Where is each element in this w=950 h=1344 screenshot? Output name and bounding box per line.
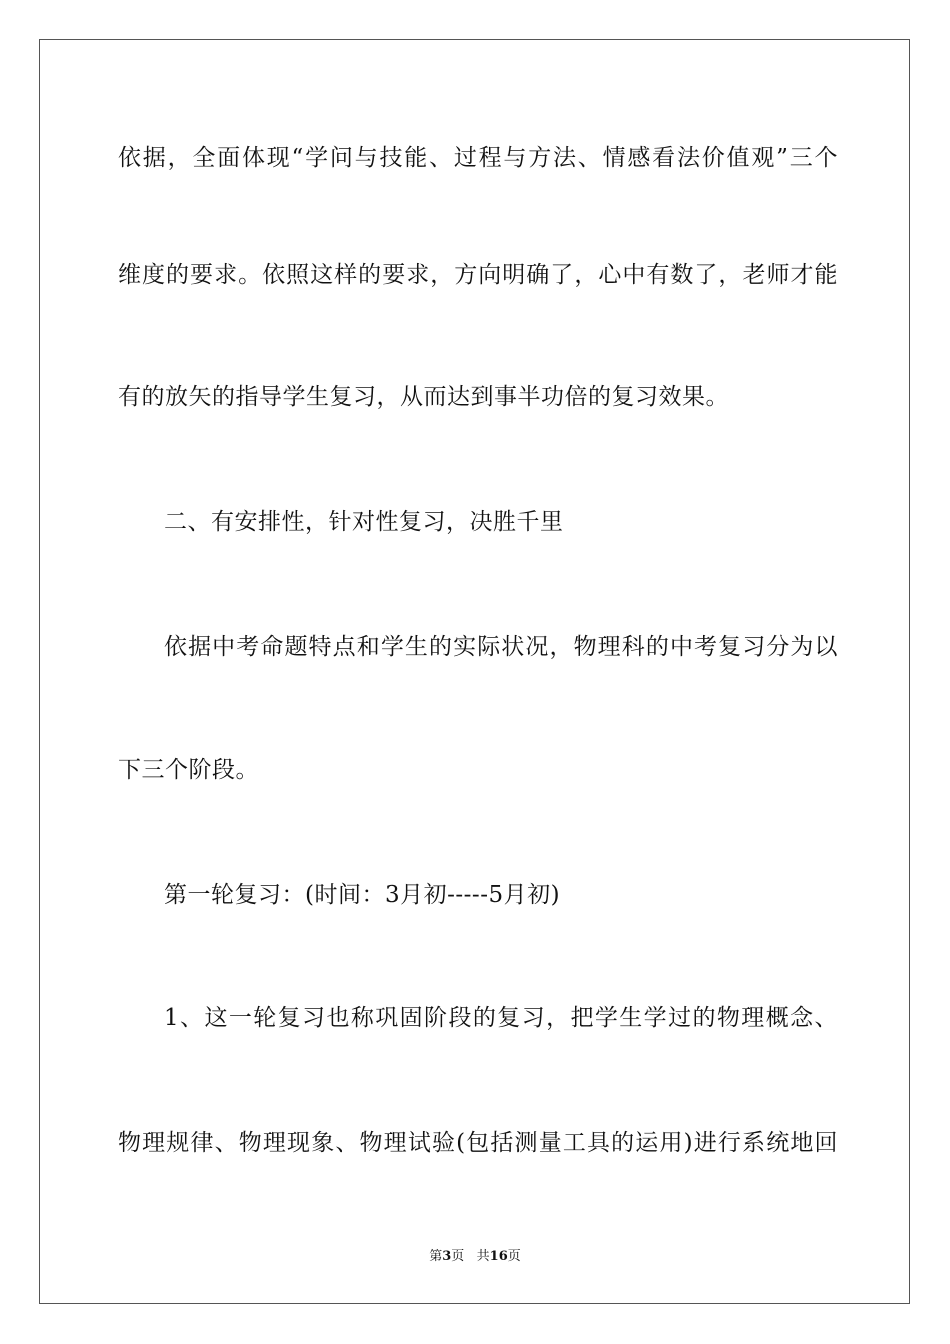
paragraph-line: 下三个阶段。	[118, 757, 259, 783]
page-mid: 页 共	[451, 1249, 490, 1264]
section-heading: 二、有安排性，针对性复习，决胜千里	[164, 509, 564, 535]
subheading: 第一轮复习：(时间：3月初-----5月初)	[164, 882, 561, 908]
paragraph-line: 维度的要求。依照这样的要求，方向明确了，心中有数了，老师才能	[118, 262, 838, 288]
paragraph-line: 依据中考命题特点和学生的实际状况，物理科的中考复习分为以	[164, 634, 838, 660]
paragraph-line: 依据，全面体现“学问与技能、过程与方法、情感看法价值观”三个	[118, 145, 838, 171]
page-total: 16	[489, 1249, 508, 1264]
page-frame	[39, 39, 910, 1304]
page-suffix: 页	[507, 1249, 521, 1264]
page-prefix: 第	[429, 1249, 443, 1264]
paragraph-line: 有的放矢的指导学生复习，从而达到事半功倍的复习效果。	[118, 384, 729, 410]
paragraph-line: 1、这一轮复习也称巩固阶段的复习，把学生学过的物理概念、	[164, 1005, 838, 1031]
page-current: 3	[442, 1249, 452, 1264]
paragraph-line: 物理规律、物理现象、物理试验(包括测量工具的运用)进行系统地回	[118, 1130, 838, 1156]
page-footer	[0, 1248, 950, 1266]
